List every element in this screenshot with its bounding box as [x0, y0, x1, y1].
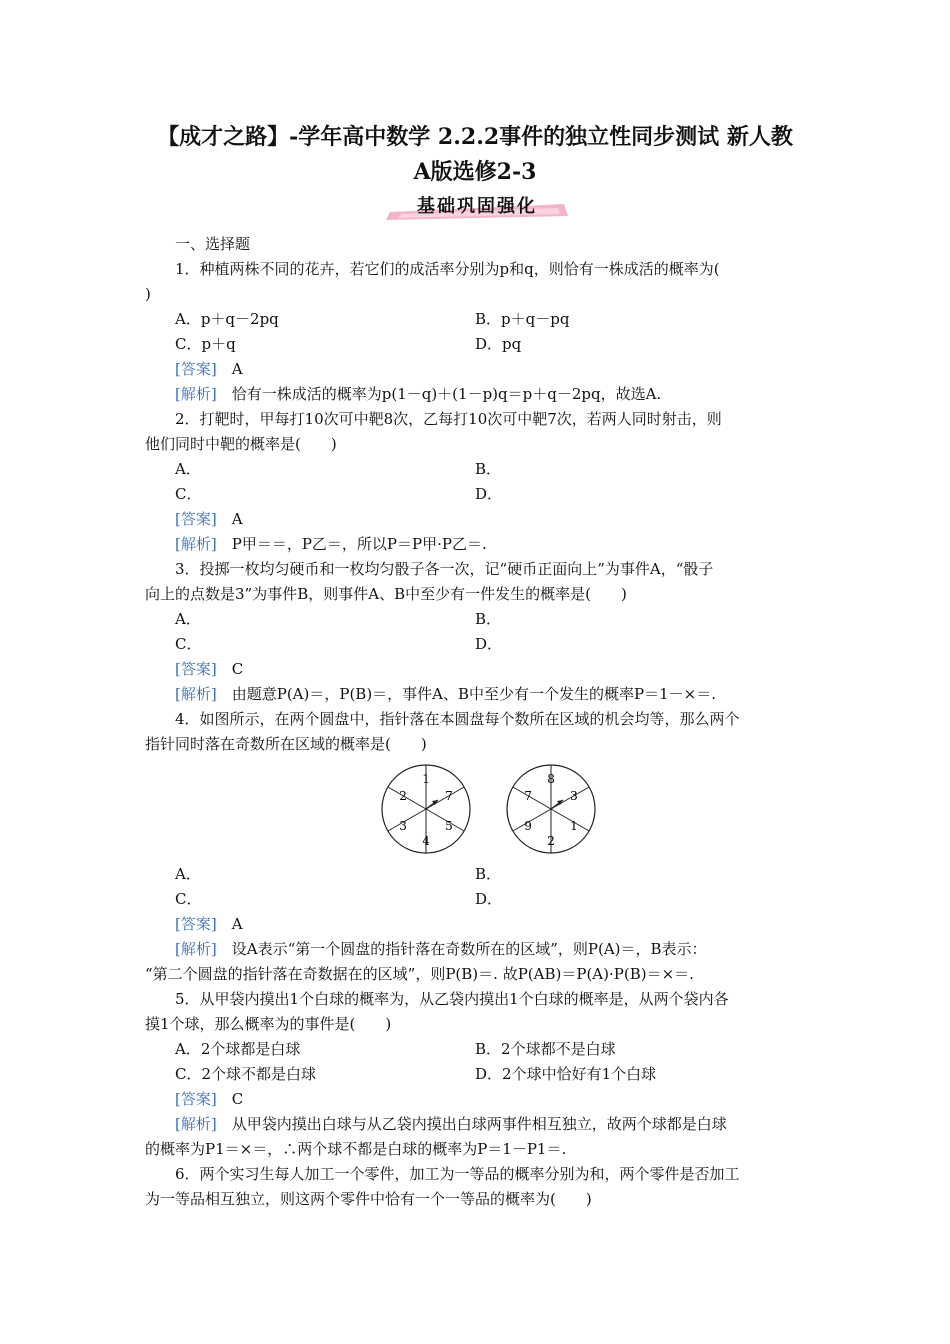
answer-value: A: [231, 510, 243, 528]
q2-stem-line2: 他们同时中靶的概率是( ): [145, 435, 337, 453]
q1-options-row2: [145, 332, 810, 357]
q5-option-c: C．2个球不都是白球: [175, 1065, 317, 1083]
q3-option-c: C．: [175, 635, 202, 653]
disk1-label: 4: [422, 834, 430, 848]
analysis-text: 恰有一株成活的概率为p(1－q)＋(1－p)q＝p＋q－2pq，故选A.: [231, 385, 662, 403]
disk2-label: 9: [524, 819, 532, 833]
banner-label: 基础巩固强化: [417, 196, 537, 217]
answer-tag: [答案]: [175, 915, 217, 933]
q5-analysis-line1: [145, 1112, 810, 1137]
q3-analysis: [145, 682, 810, 707]
disk2-label: 1: [570, 819, 578, 833]
answer-value: A: [231, 915, 243, 933]
q1-answer: [145, 357, 810, 382]
q5-stem-line2: 摸1个球，那么概率为的事件是( ): [145, 1015, 392, 1033]
q2-stem-line1: 2．打靶时，甲每打10次可中靶8次，乙每打10次可中靶7次，若两人同时射击，则: [175, 410, 722, 428]
q4-option-c: C．: [175, 890, 202, 908]
disk1-label: 2: [399, 789, 407, 803]
disk1-label: 1: [422, 772, 430, 786]
q5-options-row2: [145, 1062, 810, 1087]
q3-option-d: D．: [475, 635, 503, 653]
q4-option-b: B．: [475, 865, 502, 883]
disk2-label: 2: [547, 834, 555, 848]
title-line-1: 【成才之路】-学年高中数学 2.2.2事件的独立性同步测试 新人教: [157, 124, 793, 150]
q4-options-row1: [145, 862, 810, 887]
disk1-label: 7: [445, 789, 453, 803]
q4-option-a: A．: [175, 865, 201, 883]
q6-stem-line1: 6．两个实习生每人加工一个零件，加工为一等品的概率分别为和，两个零件是否加工: [175, 1165, 740, 1183]
spinner-disk-1: [382, 765, 470, 853]
spinner-diagram: [381, 761, 601, 857]
q3-answer: [145, 657, 810, 682]
answer-value: A: [231, 360, 243, 378]
q2-options-row1: [145, 457, 810, 482]
disk2-label: 3: [570, 789, 578, 803]
answer-value: C: [231, 660, 244, 678]
q1-option-d: D．pq: [475, 335, 522, 353]
q3-stem-line1: 3．投掷一枚均匀硬币和一枚均匀骰子各一次，记“硬币正面向上”为事件A，“骰子: [175, 560, 714, 578]
q1-analysis: [145, 382, 810, 407]
q5-option-b: B．2个球都不是白球: [475, 1040, 616, 1058]
q3-options-row2: [145, 632, 810, 657]
q4-stem-line1: 4．如图所示，在两个圆盘中，指针落在本圆盘每个数所在区域的机会均等，那么两个: [175, 710, 740, 728]
q2-answer: [145, 507, 810, 532]
q1-options-row1: [145, 307, 810, 332]
q4-analysis-line2: “第二个圆盘的指针落在奇数据在的区域”，则P(B)＝. 故P(AB)＝P(A)·P(B)＝×＝.: [145, 965, 694, 983]
q3-stem-line2: 向上的点数是3”为事件B，则事件A、B中至少有一件发生的概率是( ): [145, 585, 627, 603]
document-title: [140, 120, 810, 190]
q2-options-row2: [145, 482, 810, 507]
q3-options-row1: [145, 607, 810, 632]
q2-analysis: [145, 532, 810, 557]
q3-option-a: A．: [175, 610, 201, 628]
analysis-text: 从甲袋内摸出白球与从乙袋内摸出白球两事件相互独立，故两个球都是白球: [231, 1115, 727, 1133]
section-banner: [382, 190, 572, 220]
q3-option-b: B．: [475, 610, 502, 628]
disk1-label: 3: [399, 819, 407, 833]
analysis-text: P甲＝＝，P乙＝，所以P＝P甲·P乙＝.: [231, 535, 487, 553]
q1-option-c: C．p＋q: [175, 335, 236, 353]
analysis-tag: [解析]: [175, 940, 217, 958]
analysis-tag: [解析]: [175, 535, 217, 553]
section-heading: 一、选择题: [175, 235, 251, 253]
analysis-tag: [解析]: [175, 385, 217, 403]
answer-tag: [答案]: [175, 510, 217, 528]
q4-option-d: D．: [475, 890, 503, 908]
q4-options-row2: [145, 887, 810, 912]
q6-stem-line2: 为一等品相互独立，则这两个零件中恰有一个一等品的概率为( ): [145, 1190, 592, 1208]
spinner-disk-2: [507, 765, 595, 853]
analysis-text: 设A表示“第一个圆盘的指针落在奇数所在的区域”，则P(A)＝，B表示：: [231, 940, 707, 958]
q2-option-b: B．: [475, 460, 502, 478]
q5-analysis-line2: 的概率为P1＝×＝，∴两个球不都是白球的概率为P＝1－P1＝.: [145, 1140, 567, 1158]
q4-answer: [145, 912, 810, 937]
title-line-2: A版选修2-3: [413, 159, 537, 185]
q2-option-d: D．: [475, 485, 503, 503]
answer-tag: [答案]: [175, 660, 217, 678]
spinner-figure: [145, 757, 810, 862]
q2-option-c: C．: [175, 485, 202, 503]
q1-option-b: B．p＋q－pq: [475, 310, 570, 328]
question-content: [145, 232, 810, 1212]
analysis-tag: [解析]: [175, 685, 217, 703]
q4-analysis-line1: [145, 937, 810, 962]
disk2-label: 8: [547, 772, 555, 786]
disk2-label: 7: [524, 789, 532, 803]
q5-options-row1: [145, 1037, 810, 1062]
analysis-tag: [解析]: [175, 1115, 217, 1133]
q5-option-d: D．2个球中恰好有1个白球: [475, 1065, 657, 1083]
q4-stem-line2: 指针同时落在奇数所在区域的概率是( ): [145, 735, 427, 753]
answer-value: C: [231, 1090, 244, 1108]
q5-stem-line1: 5．从甲袋内摸出1个白球的概率为，从乙袋内摸出1个白球的概率是，从两个袋内各: [175, 990, 729, 1008]
q1-option-a: A．p＋q－2pq: [175, 310, 279, 328]
q2-option-a: A．: [175, 460, 201, 478]
q5-answer: [145, 1087, 810, 1112]
q1-stem-line2: ): [145, 285, 151, 303]
answer-tag: [答案]: [175, 360, 217, 378]
analysis-text: 由题意P(A)＝，P(B)＝，事件A、B中至少有一个发生的概率P＝1－×＝.: [231, 685, 717, 703]
q5-option-a: A．2个球都是白球: [175, 1040, 301, 1058]
disk1-label: 5: [445, 819, 453, 833]
answer-tag: [答案]: [175, 1090, 217, 1108]
q1-stem-line1: 1．种植两株不同的花卉，若它们的成活率分别为p和q，则恰有一株成活的概率为(: [175, 260, 720, 278]
